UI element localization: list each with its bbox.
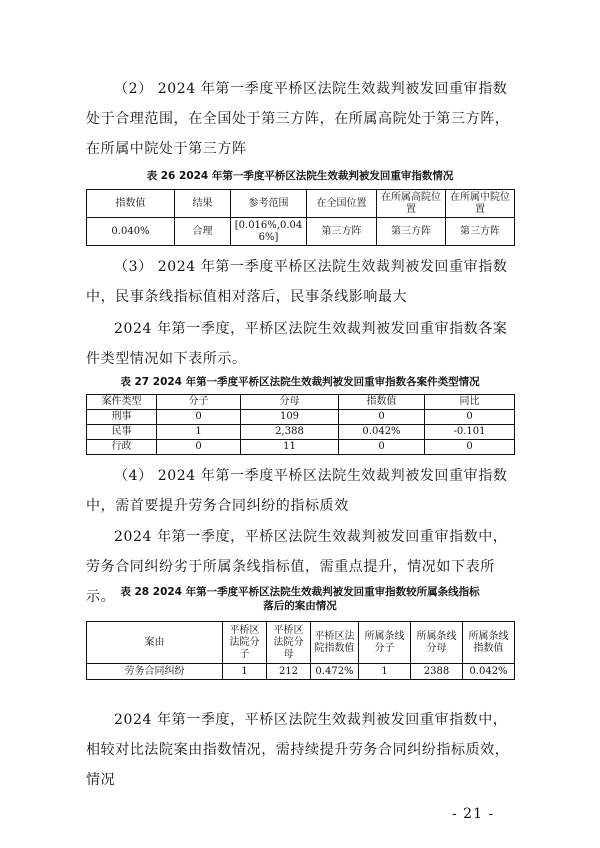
table-cell: 109 bbox=[241, 410, 339, 425]
table-28-header: 所属条线分子 bbox=[359, 622, 411, 664]
table-27-header: 指数值 bbox=[339, 395, 425, 410]
table-27-header-row bbox=[87, 395, 515, 410]
table-26-header-row bbox=[87, 190, 515, 218]
paragraph-labor-contract-intro: 2024 年第一季度，平桥区法院生效裁判被发回重审指数中，劳务合同纠纷劣于所属条线指标值，需重点提升，情况如下表所示。 bbox=[86, 529, 508, 605]
table-27 bbox=[86, 394, 515, 455]
table-28-header: 所属条线指数值 bbox=[463, 622, 515, 664]
table-28-caption-line-2: 落后的案由情况 bbox=[263, 600, 337, 612]
table-cell: 1 bbox=[359, 664, 411, 680]
table-cell: 0 bbox=[425, 410, 515, 425]
table-cell: 0 bbox=[339, 410, 425, 425]
paragraph-civil-line: （3） 2024 年第一季度平桥区法院生效裁判被发回重审指数中，民事条线指标值相对落后，民事条线影响最大 bbox=[86, 259, 508, 305]
table-26-header: 结果 bbox=[175, 190, 231, 218]
table-row bbox=[87, 410, 515, 425]
table-cell: 0 bbox=[339, 440, 425, 455]
table-row bbox=[87, 664, 515, 680]
table-cell: 第三方阵 bbox=[446, 218, 515, 246]
table-28-header: 案由 bbox=[87, 622, 223, 664]
table-26-header: 在所属高院位置 bbox=[377, 190, 446, 218]
table-cell: [0.016%,0.046%] bbox=[231, 218, 307, 246]
table-27-header: 同比 bbox=[425, 395, 515, 410]
table-row bbox=[87, 440, 515, 455]
table-26-header: 参考范围 bbox=[231, 190, 307, 218]
table-cell: 0.040% bbox=[87, 218, 175, 246]
page-number: - 21 - bbox=[452, 806, 495, 822]
table-cell: 合理 bbox=[175, 218, 231, 246]
table-cell: 行政 bbox=[87, 440, 157, 455]
table-cell: -0.101 bbox=[425, 425, 515, 440]
table-cell: 2,388 bbox=[241, 425, 339, 440]
table-row bbox=[87, 218, 515, 246]
table-row bbox=[87, 425, 515, 440]
table-27-caption: 表 27 2024 年第一季度平桥区法院生效裁判被发回重审指数各案件类型情况 bbox=[120, 376, 480, 388]
table-cell: 0.472% bbox=[311, 664, 359, 680]
paragraph-continue-improve: 2024 年第一季度，平桥区法院生效裁判被发回重审指数中，相较对比法院案由指数情况，需持续提升劳务合同纠纷指标质效，情况 bbox=[86, 712, 510, 788]
table-28-header: 平桥区法院指数值 bbox=[311, 622, 359, 664]
table-cell: 0 bbox=[157, 440, 241, 455]
table-27-header: 分子 bbox=[157, 395, 241, 410]
table-cell: 2388 bbox=[411, 664, 463, 680]
table-26-caption: 表 26 2024 年第一季度平桥区法院生效裁判被发回重审指数情况 bbox=[146, 170, 454, 182]
table-cell: 0.042% bbox=[339, 425, 425, 440]
table-cell: 212 bbox=[267, 664, 311, 680]
table-28-header: 平桥区法院分母 bbox=[267, 622, 311, 664]
table-26-header: 在所属中院位置 bbox=[446, 190, 515, 218]
table-cell: 第三方阵 bbox=[307, 218, 377, 246]
table-26-header: 指数值 bbox=[87, 190, 175, 218]
table-cell: 0 bbox=[425, 440, 515, 455]
table-26-header: 在全国位置 bbox=[307, 190, 377, 218]
table-cell: 1 bbox=[223, 664, 267, 680]
table-27-header: 案件类型 bbox=[87, 395, 157, 410]
paragraph-index-range: （2） 2024 年第一季度平桥区法院生效裁判被发回重审指数处于合理范围，在全国处于第三方阵，在所属高院处于第三方阵，在所属中院处于第三方阵 bbox=[86, 81, 510, 157]
table-cell: 0 bbox=[157, 410, 241, 425]
table-26 bbox=[86, 189, 515, 246]
table-28-header: 平桥区法院分子 bbox=[223, 622, 267, 664]
table-cell: 1 bbox=[157, 425, 241, 440]
table-cell: 刑事 bbox=[87, 410, 157, 425]
table-cell: 11 bbox=[241, 440, 339, 455]
table-cell: 0.042% bbox=[463, 664, 515, 680]
table-28-caption bbox=[80, 585, 520, 613]
table-28-header-row bbox=[87, 622, 515, 664]
table-cell: 民事 bbox=[87, 425, 157, 440]
paragraph-labor-contract-priority: （4） 2024 年第一季度平桥区法院生效裁判被发回重审指数中，需首要提升劳务合同纠纷的指标质效 bbox=[86, 468, 508, 514]
table-27-header: 分母 bbox=[241, 395, 339, 410]
table-28-caption-line-1: 表 28 2024 年第一季度平桥区法院生效裁判被发回重审指数较所属条线指标 bbox=[120, 586, 480, 598]
paragraph-case-types-intro: 2024 年第一季度，平桥区法院生效裁判被发回重审指数各案件类型情况如下表所示。 bbox=[86, 321, 508, 367]
table-cell: 劳务合同纠纷 bbox=[87, 664, 223, 680]
table-28-header: 所属条线分母 bbox=[411, 622, 463, 664]
table-cell: 第三方阵 bbox=[377, 218, 446, 246]
table-28 bbox=[86, 621, 515, 680]
